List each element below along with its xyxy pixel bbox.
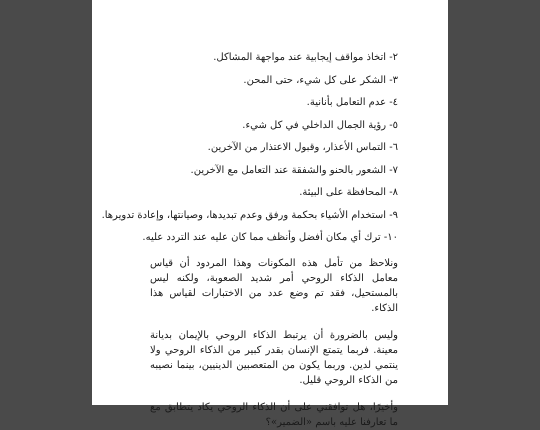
list-item: ٢- اتخاذ مواقف إيجابية عند مواجهة المشاكل.: [213, 52, 398, 63]
list-item: ٥- رؤية الجمال الداخلي في كل شيء.: [242, 119, 398, 131]
list-item: ١٠- ترك أي مكان أفضل وأنظف مما كان عليه عند التردد عليه.: [142, 232, 398, 243]
list-item: ٧- الشعور بالحنو والشفقة عند التعامل مع الآخرين.: [190, 164, 398, 176]
page-content: [101, 52, 398, 430]
paragraph-conscience: وأخيرًا، هل توافقني على أن الذكاء الروحي يكاد يتطابق مع ما تعارفنا عليه باسم «الضمير»؟: [150, 401, 398, 428]
list-item: ٨- المحافظة على البيئة.: [299, 187, 398, 198]
paragraph-measurement: ونلاحظ من تأمل هذه المكونات وهذا المردود أن قياس معامل الذكاء الروحي أمر شديد الصعوبة، ولكنه ليس بالمستحيل، فقد تم وضع عدد من الاختبارات لقياس هذا الذكاء.: [150, 257, 398, 314]
list-item: ٩- استخدام الأشياء بحكمة ورفق وعدم تبديدها، وصيانتها، وإعادة تدويرها.: [101, 209, 398, 221]
list-item: ٦- التماس الأعذار، وقبول الاعتذار من الآخرين.: [207, 142, 398, 153]
numbered-list: [101, 52, 398, 243]
list-item: ٣- الشكر على كل شيء، حتى المحن.: [243, 74, 398, 86]
paragraph-religion: وليس بالضرورة أن يرتبط الذكاء الروحي بالإيمان بديانة معينة. فربما يتمتع الإنسان بقدر كبير من الذكاء الروحي ولا ينتمي لدين. وربما يكون من المتعصبين الدينيين، بينما نصيبه من الذكاء الروحي قليل.: [150, 329, 398, 386]
document-page: [92, 0, 448, 428]
list-item: ٤- عدم التعامل بأنانية.: [306, 97, 398, 108]
